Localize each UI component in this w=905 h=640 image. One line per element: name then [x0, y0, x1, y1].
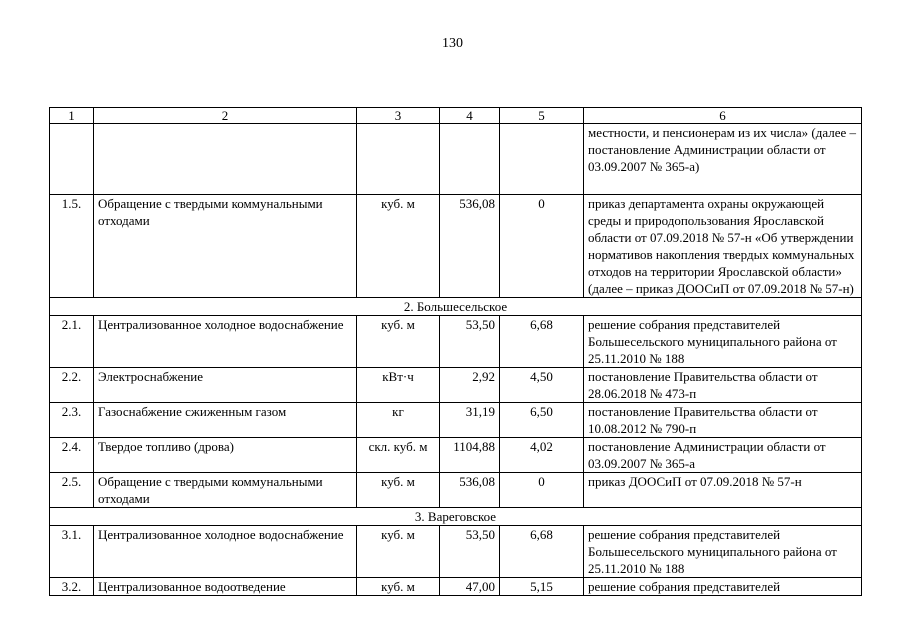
row-number: 2.5. [50, 473, 94, 508]
value-cell: 31,19 [440, 403, 500, 438]
service-cell: Электроснабжение [94, 368, 357, 403]
table-row [50, 316, 862, 368]
row-number: 2.3. [50, 403, 94, 438]
table-row [50, 438, 862, 473]
table-row [50, 526, 862, 578]
value-cell: 47,00 [440, 578, 500, 596]
section-row [50, 298, 862, 316]
unit-cell: куб. м [357, 473, 440, 508]
doc-cell: приказ ДООСиП от 07.09.2018 № 57-н [584, 473, 862, 508]
tariff-table [49, 107, 862, 596]
table-row [50, 403, 862, 438]
row-number: 2.4. [50, 438, 94, 473]
section-row [50, 508, 862, 526]
doc-cell: постановление Правительства области от 28.06.2018 № 473-п [584, 368, 862, 403]
table-row [50, 473, 862, 508]
col-number-3: 3 [357, 108, 440, 124]
unit-cell: куб. м [357, 316, 440, 368]
service-cell: Централизованное холодное водоснабжение [94, 526, 357, 578]
col-number-6: 6 [584, 108, 862, 124]
value-cell: 1104,88 [440, 438, 500, 473]
service-cell: Централизованное холодное водоснабжение [94, 316, 357, 368]
value-cell: 53,50 [440, 526, 500, 578]
col-number-2: 2 [94, 108, 357, 124]
row-number: 3.1. [50, 526, 94, 578]
unit-cell: куб. м [357, 526, 440, 578]
section-title: 2. Большесельское [50, 298, 862, 316]
value-cell: 536,08 [440, 195, 500, 298]
section-title: 3. Вареговское [50, 508, 862, 526]
doc-cell: постановление Администрации области от 03.09.2007 № 365-а [584, 438, 862, 473]
service-cell: Твердое топливо (дрова) [94, 438, 357, 473]
row-number: 3.2. [50, 578, 94, 596]
row-number: 1.5. [50, 195, 94, 298]
row-number: 2.2. [50, 368, 94, 403]
doc-cell: местности, и пенсионерам из их числа» (далее – постановление Администрации области от 03.09.2007 № 365-а) [584, 124, 862, 195]
table-row-continuation [50, 124, 862, 195]
doc-cell: решение собрания представителей Большесельского муниципального района от 25.11.2010 № 188 [584, 316, 862, 368]
unit-cell: кг [357, 403, 440, 438]
table-row [50, 368, 862, 403]
norm-cell: 5,15 [500, 578, 584, 596]
norm-cell: 4,02 [500, 438, 584, 473]
doc-cell: решение собрания представителей Большесельского муниципального района от 25.11.2010 № 188 [584, 526, 862, 578]
value-cell: 2,92 [440, 368, 500, 403]
value-cell: 53,50 [440, 316, 500, 368]
row-number: 2.1. [50, 316, 94, 368]
col-number-4: 4 [440, 108, 500, 124]
norm-cell: 6,50 [500, 403, 584, 438]
doc-cell: постановление Правительства области от 10.08.2012 № 790-п [584, 403, 862, 438]
col-number-5: 5 [500, 108, 584, 124]
service-cell: Обращение с твердыми коммунальными отходами [94, 195, 357, 298]
service-cell: Обращение с твердыми коммунальными отходами [94, 473, 357, 508]
norm-cell: 4,50 [500, 368, 584, 403]
doc-cell: приказ департамента охраны окружающей среды и природопользования Ярославской области от 07.09.2018 № 57-н «Об утверждении нормативов накопления твердых коммунальных отходов на территории Ярославской области» (далее – приказ ДООСиП от 07.09.2018 № 57-н) [584, 195, 862, 298]
unit-cell: куб. м [357, 195, 440, 298]
unit-cell: кВт·ч [357, 368, 440, 403]
norm-cell: 6,68 [500, 526, 584, 578]
unit-cell: куб. м [357, 578, 440, 596]
column-number-row [50, 108, 862, 124]
table-row [50, 195, 862, 298]
service-cell: Централизованное водоотведение [94, 578, 357, 596]
page-number: 130 [442, 36, 463, 51]
col-number-1: 1 [50, 108, 94, 124]
value-cell: 536,08 [440, 473, 500, 508]
norm-cell: 6,68 [500, 316, 584, 368]
norm-cell: 0 [500, 195, 584, 298]
table-row [50, 578, 862, 596]
unit-cell: скл. куб. м [357, 438, 440, 473]
service-cell: Газоснабжение сжиженным газом [94, 403, 357, 438]
doc-cell: решение собрания представителей [584, 578, 862, 596]
norm-cell: 0 [500, 473, 584, 508]
